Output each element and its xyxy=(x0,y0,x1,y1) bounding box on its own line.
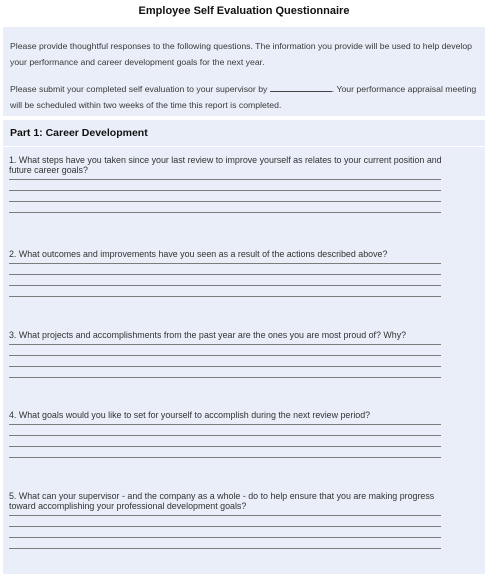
question-4 xyxy=(9,410,443,468)
intro-box xyxy=(3,27,485,116)
answer-line[interactable] xyxy=(9,366,441,367)
answer-line[interactable] xyxy=(9,446,441,447)
question-2-text: 2. What outcomes and improvements have you seen as a result of the actions described above? xyxy=(9,249,388,259)
document-title: Employee Self Evaluation Questionnaire xyxy=(138,5,350,17)
question-3-answer-area[interactable] xyxy=(9,344,443,378)
section-divider xyxy=(3,146,485,147)
question-1-answer-area[interactable] xyxy=(9,179,443,213)
question-5 xyxy=(9,491,443,559)
answer-line[interactable] xyxy=(9,537,441,538)
answer-line[interactable] xyxy=(9,274,441,275)
question-4-text: 4. What goals would you like to set for yourself to accomplish during the next review period? xyxy=(9,410,371,420)
intro-paragraph-2-start: Please submit your completed self evaluation to your supervisor by xyxy=(10,84,270,94)
answer-line[interactable] xyxy=(9,457,441,458)
question-1-text: 1. What steps have you taken since your last review to improve yourself as relates to your current position and future career goals? xyxy=(9,155,442,175)
question-5-answer-area[interactable] xyxy=(9,515,443,549)
intro-paragraph-2-end: . Your performance appraisal meeting will be scheduled within two weeks of the time this report is completed. xyxy=(10,84,477,110)
question-2-answer-area[interactable] xyxy=(9,263,443,297)
part-1-section xyxy=(3,120,485,574)
answer-line[interactable] xyxy=(9,526,441,527)
part-1-heading: Part 1: Career Development xyxy=(10,127,148,139)
submission-date-blank[interactable] xyxy=(270,83,332,92)
answer-line[interactable] xyxy=(9,377,441,378)
answer-line[interactable] xyxy=(9,424,441,425)
question-1 xyxy=(9,155,443,223)
answer-line[interactable] xyxy=(9,355,441,356)
answer-line[interactable] xyxy=(9,344,441,345)
answer-line[interactable] xyxy=(9,263,441,264)
question-3-text: 3. What projects and accomplishments from the past year are the ones you are most proud of? Why? xyxy=(9,330,407,340)
answer-line[interactable] xyxy=(9,296,441,297)
answer-line[interactable] xyxy=(9,435,441,436)
question-5-text: 5. What can your supervisor - and the company as a whole - do to help ensure that you are making progress toward accomplishing your professional development goals? xyxy=(9,491,435,511)
answer-line[interactable] xyxy=(9,190,441,191)
answer-line[interactable] xyxy=(9,515,441,516)
answer-line[interactable] xyxy=(9,179,441,180)
answer-line[interactable] xyxy=(9,212,441,213)
intro-paragraph-1: Please provide thoughtful responses to the following questions. The information you provide will be used to help develop your performance and career development goals for the next year. xyxy=(10,41,473,67)
intro-paragraph-2 xyxy=(10,81,480,113)
answer-line[interactable] xyxy=(9,285,441,286)
question-4-answer-area[interactable] xyxy=(9,424,443,458)
answer-line[interactable] xyxy=(9,201,441,202)
question-3 xyxy=(9,330,443,388)
questionnaire-page xyxy=(3,0,485,579)
question-2 xyxy=(9,249,443,307)
answer-line[interactable] xyxy=(9,548,441,549)
